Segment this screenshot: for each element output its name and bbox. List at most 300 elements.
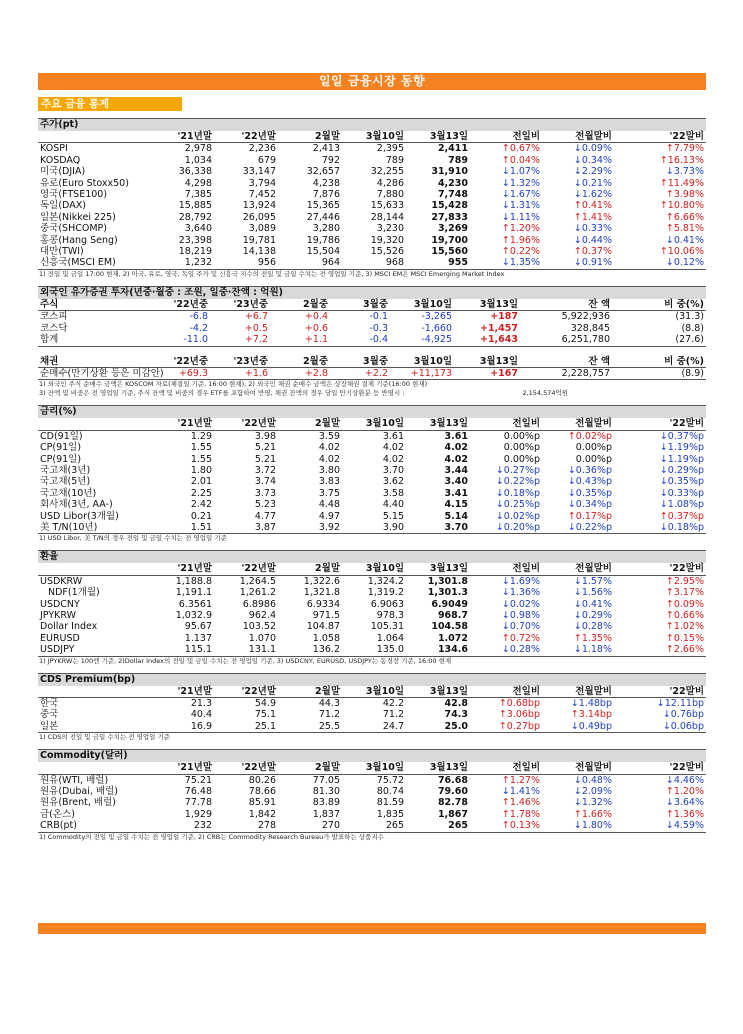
change-cell: ↓0.35%p (567, 487, 612, 499)
column-header: 비 중(%) (612, 299, 706, 311)
change-cell: ↓3.73% (665, 166, 704, 178)
value-cell: 19,781 (242, 234, 276, 246)
value-cell: 4,230 (437, 177, 468, 189)
column-header: 전월말비 (542, 418, 614, 430)
value-cell: 265 (406, 820, 470, 832)
value-cell: 7,876 (312, 189, 340, 201)
value-cell: +6.7 (244, 311, 268, 323)
table-row (38, 610, 706, 621)
row-label: CP(91일) (40, 442, 82, 454)
row-label: 유로(Euro Stoxx50) (40, 177, 129, 189)
value-cell: 5,922,936 (561, 311, 610, 323)
column-header: 2월중 (270, 356, 330, 368)
value-cell: 7,452 (248, 189, 276, 201)
value-cell: 19,320 (370, 234, 404, 246)
header-row (38, 762, 706, 774)
value-cell: 1.070 (248, 632, 276, 644)
value-cell: +11,173 (390, 367, 454, 379)
row-label: 원유(Brent, 배럴) (40, 797, 116, 809)
value-cell: 15,633 (370, 200, 404, 212)
value-cell: 1,261.2 (239, 587, 276, 599)
row-label: 일본 (38, 721, 150, 733)
value-cell: 4.97 (318, 510, 340, 522)
value-cell: (8.8) (681, 322, 704, 334)
column-header: 3월10일 (390, 356, 454, 368)
change-cell: ↓0.48% (573, 774, 612, 786)
value-cell: 134.6 (406, 644, 470, 656)
value-cell: 25.1 (214, 721, 278, 733)
column-header: 전일비 (470, 762, 542, 774)
value-cell: 32,255 (370, 166, 404, 178)
row-label: 회사채(3년, AA-) (40, 499, 113, 511)
value-cell: 232 (150, 820, 214, 832)
value-cell: 16.9 (150, 721, 214, 733)
value-cell: 956 (214, 257, 278, 269)
column-header: 3월13일 (406, 762, 470, 774)
change-cell: ↓0.21% (573, 177, 612, 189)
value-cell: 42.8 (444, 698, 468, 710)
value-cell: 15,365 (306, 200, 340, 212)
value-cell: 3.44 (444, 464, 468, 476)
value-cell: 4.48 (318, 499, 340, 511)
value-cell: 1.55 (190, 442, 212, 454)
cds-section (38, 673, 706, 743)
value-cell: +167 (454, 367, 520, 379)
change-cell: ↓2.09% (573, 786, 612, 798)
change-cell: ↓1.07% (501, 166, 540, 178)
column-header: 2월말 (278, 563, 342, 575)
column-header: 주식 (38, 299, 150, 311)
foreign-note-2 (38, 389, 706, 398)
change-cell: ↓0.29% (573, 610, 612, 621)
value-cell: 76.48 (184, 786, 212, 798)
value-cell: 4,286 (376, 177, 404, 189)
value-cell: 4.02 (382, 442, 404, 454)
value-cell: 131.1 (214, 644, 278, 656)
value-cell: 1,322.6 (303, 575, 340, 587)
change-cell: ↓0.09% (573, 143, 612, 155)
column-header: 3월중 (330, 299, 390, 311)
table-row (38, 189, 706, 200)
value-cell: 3.92 (278, 522, 342, 534)
value-cell: 95.67 (184, 621, 212, 633)
table-row (38, 644, 706, 656)
row-label: 신흥국(MSCI EM) (38, 257, 150, 269)
change-cell: ↓0.36%p (567, 464, 612, 476)
row-label: KOSDAQ (40, 154, 81, 166)
row-label: USDJPY (38, 644, 150, 656)
row-label: KOSPI (40, 143, 68, 155)
value-cell: 4.02 (444, 442, 468, 454)
table-row (38, 454, 706, 465)
change-cell: ↑0.37% (573, 246, 612, 258)
value-cell: 25.5 (278, 721, 342, 733)
change-cell: ↓0.33%p (659, 487, 704, 499)
change-cell: 0.00%p (503, 430, 540, 442)
value-cell: 19,786 (306, 234, 340, 246)
change-cell: ↓0.18%p (495, 487, 540, 499)
change-cell: ↓1.36% (501, 587, 540, 599)
value-cell: -6.8 (189, 311, 208, 323)
value-cell: 3.59 (318, 430, 340, 442)
stocks-section (38, 118, 706, 279)
change-cell: ↓1.41% (501, 786, 540, 798)
value-cell: 6,251,780 (520, 334, 612, 346)
change-cell: ↑11.49% (659, 177, 704, 189)
value-cell: 1,319.2 (367, 587, 404, 599)
value-cell: 54.9 (254, 698, 276, 710)
value-cell: 1.51 (150, 522, 214, 534)
table-row (38, 797, 706, 808)
column-header: '22말비 (614, 418, 706, 430)
change-cell: ↓0.02% (501, 598, 540, 610)
value-cell: 1.55 (190, 453, 212, 465)
change-cell: ↓0.28% (470, 644, 542, 656)
change-cell: ↑3.06bp (498, 709, 540, 721)
column-header (38, 686, 150, 698)
value-cell: +2.2 (330, 367, 390, 379)
value-cell: 5.14 (444, 510, 468, 522)
table-row (38, 257, 706, 269)
column-header: 2월말 (278, 762, 342, 774)
value-cell: +0.4 (304, 311, 328, 323)
value-cell: 2.25 (190, 487, 212, 499)
column-header: '22년말 (214, 131, 278, 143)
change-cell: ↑3.17% (665, 587, 704, 599)
change-cell: ↑3.98% (665, 189, 704, 201)
change-cell: ↓0.91% (542, 257, 614, 269)
value-cell: 679 (257, 154, 276, 166)
bottom-bar (38, 923, 706, 934)
value-cell: 978.3 (376, 610, 404, 621)
table-row (38, 223, 706, 234)
value-cell: 955 (406, 257, 470, 269)
header-row (38, 299, 706, 311)
foreign-note-2-text: 3) 잔액 및 비중은 전 영업일 기준, 주식 잔액 및 비중의 경우 ETF를 포함하여 반영, 채권 잔액의 경우 당일 만기상환분 등 반영시 : (39, 389, 405, 398)
change-cell: ↓3.64% (665, 797, 704, 809)
table-row (38, 621, 706, 632)
change-cell: ↓0.28% (573, 621, 612, 633)
value-cell: 1,034 (184, 154, 212, 166)
value-cell: +7.2 (210, 334, 270, 346)
value-cell: -0.4 (330, 334, 390, 346)
table-row (38, 212, 706, 223)
table-row (38, 246, 706, 257)
value-cell: 1.137 (184, 632, 212, 644)
value-cell: 15,428 (431, 200, 468, 212)
column-header: '22년말 (214, 418, 278, 430)
value-cell: 3.90 (342, 522, 406, 534)
value-cell: 2,411 (437, 143, 468, 155)
value-cell: 3.74 (254, 476, 276, 488)
value-cell: 6.9334 (306, 598, 340, 610)
value-cell: 82.78 (437, 797, 468, 809)
value-cell: 2.42 (190, 499, 212, 511)
value-cell: 3.98 (254, 430, 276, 442)
table-row (38, 820, 706, 832)
table-row (38, 575, 706, 587)
row-label: 원유(Dubai, 배럴) (40, 786, 118, 798)
value-cell: 5.21 (254, 453, 276, 465)
change-cell: ↓0.34%p (567, 499, 612, 511)
value-cell: 2,413 (312, 143, 340, 155)
column-header: 2월말 (278, 131, 342, 143)
value-cell: 6.9063 (370, 598, 404, 610)
change-cell: 0.00%p (503, 453, 540, 465)
change-cell: ↓0.70% (501, 621, 540, 633)
value-cell: 42.2 (382, 698, 404, 710)
value-cell: 6.9049 (431, 598, 468, 610)
column-header: 3월13일 (406, 563, 470, 575)
change-cell: ↓0.29%p (659, 464, 704, 476)
value-cell: 135.0 (342, 644, 406, 656)
value-cell: 83.89 (312, 797, 340, 809)
change-cell: ↓0.43%p (567, 476, 612, 488)
value-cell: 3.70 (406, 522, 470, 534)
column-header: 3월13일 (454, 356, 520, 368)
change-cell: ↓0.98% (501, 610, 540, 621)
row-label: 미국(DJIA) (40, 166, 86, 178)
foreign-note-2-value: 2,154,574억원 (522, 389, 569, 398)
change-cell: ↓1.19%p (659, 453, 704, 465)
value-cell: 40.4 (190, 709, 212, 721)
row-label: 합계 (38, 334, 150, 346)
column-header (38, 418, 150, 430)
change-cell: ↑2.66% (614, 644, 706, 656)
commodity-note: 1) Commodity의 전일 및 금일 수치는 전 영업일 기준, 2) CRB는 Commodity Research Bureau가 발표하는 상품지수 (39, 832, 384, 841)
foreign-section-title: 외국인 유가증권 투자(년중·월중 : 조원, 일중·잔액 : 억원) (38, 286, 706, 299)
value-cell: 1,867 (437, 808, 468, 820)
value-cell: -4,925 (390, 334, 454, 346)
change-cell: ↑1.36% (665, 808, 704, 820)
change-cell: ↑1.02% (665, 621, 704, 633)
value-cell: 964 (278, 257, 342, 269)
value-cell: 104.87 (306, 621, 340, 633)
change-cell: ↑0.41% (573, 200, 612, 212)
rates-note: 1) USD Libor, 美 T/N의 경우 전일 및 금일 수치는 전 영업일 기준 (39, 534, 227, 543)
change-cell: ↓1.62% (573, 189, 612, 201)
header-row (38, 563, 706, 575)
column-header: '21년말 (150, 418, 214, 430)
value-cell: 971.5 (312, 610, 340, 621)
value-cell: 2,978 (184, 143, 212, 155)
change-cell: ↑1.35% (573, 632, 612, 644)
value-cell: 4,238 (312, 177, 340, 189)
change-cell: ↑1.20% (665, 786, 704, 798)
value-cell: 15,504 (306, 246, 340, 258)
value-cell: 4.02 (318, 453, 340, 465)
value-cell: 1,264.5 (239, 575, 276, 587)
change-cell: 0.00%p (575, 442, 612, 454)
value-cell: 75.1 (254, 709, 276, 721)
value-cell: 14,138 (242, 246, 276, 258)
change-cell: ↓0.22%p (495, 476, 540, 488)
value-cell: 1,837 (312, 808, 340, 820)
report-page (38, 73, 706, 842)
change-cell: ↓0.76bp (662, 709, 704, 721)
change-cell: 0.00%p (575, 453, 612, 465)
value-cell: 104.58 (431, 621, 468, 633)
column-header: 잔 액 (520, 299, 612, 311)
value-cell: 3,269 (437, 223, 468, 235)
change-cell: ↓0.06bp (614, 721, 706, 733)
change-cell: ↑7.79% (665, 143, 704, 155)
row-label: USD Libor(3개월) (40, 510, 119, 522)
table-row (38, 774, 706, 786)
value-cell: 1,835 (376, 808, 404, 820)
value-cell: 4,298 (184, 177, 212, 189)
value-cell: 79.60 (437, 786, 468, 798)
table-row (38, 522, 706, 534)
change-cell: ↓0.12% (614, 257, 706, 269)
value-cell: 76.68 (437, 774, 468, 786)
change-cell: ↑0.17%p (567, 510, 612, 522)
column-header: 전일비 (470, 563, 542, 575)
column-header: 3월13일 (406, 418, 470, 430)
row-label: CP(91일) (40, 453, 82, 465)
value-cell: 1.058 (312, 632, 340, 644)
change-cell: ↓0.35%p (659, 476, 704, 488)
value-cell: 27,833 (431, 211, 468, 223)
change-cell: ↓1.08%p (659, 499, 704, 511)
value-cell: 71.2 (318, 709, 340, 721)
value-cell: 136.2 (278, 644, 342, 656)
column-header: 전일비 (470, 418, 542, 430)
change-cell: ↑3.14bp (570, 709, 612, 721)
change-cell: ↓1.56% (573, 587, 612, 599)
change-cell: ↓1.32% (501, 177, 540, 189)
value-cell: 3,280 (312, 223, 340, 235)
table-row (38, 633, 706, 644)
change-cell: ↓1.80% (542, 820, 614, 832)
table-row (38, 488, 706, 499)
change-cell: ↑10.80% (659, 200, 704, 212)
value-cell: 115.1 (150, 644, 214, 656)
value-cell: 28,792 (178, 211, 212, 223)
value-cell: -0.3 (369, 322, 388, 334)
table-row (38, 709, 706, 720)
foreign-stock-table (38, 299, 706, 347)
value-cell: 1,324.2 (367, 575, 404, 587)
value-cell: -1,660 (421, 322, 452, 334)
value-cell: 25.0 (406, 721, 470, 733)
stocks-note: 1) 전일 및 금일 17:00 현재, 2) 미국, 유로, 영국, 독일 주가 및 신흥국 지수의 전일 및 금일 수치는 전 영업일 기준, 3) MSCI EM은 MSCI Emerging Market Index (39, 269, 505, 278)
column-header: '22말비 (614, 762, 706, 774)
value-cell: 3,794 (248, 177, 276, 189)
change-cell: ↓0.22%p (542, 522, 614, 534)
change-cell: ↓1.19%p (659, 442, 704, 454)
column-header: '21년말 (150, 131, 214, 143)
value-cell: +1.6 (210, 367, 270, 379)
change-cell: ↑0.02%p (567, 430, 612, 442)
value-cell: 27,446 (306, 211, 340, 223)
value-cell: 2,395 (376, 143, 404, 155)
change-cell: ↑0.37%p (659, 510, 704, 522)
value-cell: 5.21 (254, 442, 276, 454)
change-cell: ↑0.13% (470, 820, 542, 832)
value-cell: 962.4 (248, 610, 276, 621)
value-cell: 7,880 (376, 189, 404, 201)
change-cell: ↓0.34% (573, 154, 612, 166)
value-cell: 26,095 (242, 211, 276, 223)
header-row (38, 686, 706, 698)
change-cell: ↓0.25%p (495, 499, 540, 511)
table-row (38, 235, 706, 246)
column-header: '23년중 (210, 356, 270, 368)
row-label: 영국(FTSE100) (40, 189, 108, 201)
change-cell: ↑2.95% (665, 575, 704, 587)
value-cell: 792 (321, 154, 340, 166)
row-label: CRB(pt) (38, 820, 150, 832)
column-header: '22말비 (614, 686, 706, 698)
table-row (38, 809, 706, 820)
value-cell: 4.02 (382, 453, 404, 465)
column-header: 2월중 (270, 299, 330, 311)
value-cell: +1,457 (479, 322, 518, 334)
value-cell: 2,236 (248, 143, 276, 155)
value-cell: +69.3 (150, 367, 210, 379)
column-header: 3월13일 (406, 131, 470, 143)
change-cell: 0.00%p (503, 442, 540, 454)
value-cell: 36,338 (178, 166, 212, 178)
fx-section (38, 550, 706, 665)
column-header: 3월중 (330, 356, 390, 368)
value-cell: 1,301.8 (427, 575, 468, 587)
row-label: Dollar Index (40, 621, 98, 633)
table-row (38, 200, 706, 211)
value-cell: 1.29 (190, 430, 212, 442)
row-label: USDKRW (40, 575, 83, 587)
column-header: '21년말 (150, 686, 214, 698)
change-cell: ↓1.35% (470, 257, 542, 269)
value-cell: 3.61 (382, 430, 404, 442)
value-cell: 80.26 (248, 774, 276, 786)
commodity-table (38, 762, 706, 832)
table-row (38, 698, 706, 710)
value-cell: 6.8986 (242, 598, 276, 610)
row-label: 원유(WTI, 배럴) (40, 774, 109, 786)
change-cell: ↑0.68bp (498, 698, 540, 710)
column-header: 3월10일 (342, 686, 406, 698)
change-cell: ↓0.27%p (495, 464, 540, 476)
change-cell: ↑1.41% (573, 211, 612, 223)
change-cell: ↓1.32% (573, 797, 612, 809)
column-header: 채권 (38, 356, 150, 368)
value-cell: +2.8 (270, 367, 330, 379)
page-title: 일일 금융시장 동향 (38, 73, 706, 90)
value-cell: 3.73 (254, 487, 276, 499)
value-cell: 31,910 (431, 166, 468, 178)
value-cell: 3.70 (382, 464, 404, 476)
table-row (38, 430, 706, 442)
column-header: 3월13일 (406, 686, 470, 698)
value-cell: (27.6) (612, 334, 706, 346)
fx-table (38, 563, 706, 656)
value-cell: 4.15 (444, 499, 468, 511)
value-cell: 789 (385, 154, 404, 166)
value-cell: +1,643 (454, 334, 520, 346)
change-cell: ↓0.20%p (470, 522, 542, 534)
value-cell: 7,385 (184, 189, 212, 201)
value-cell: 1.064 (376, 632, 404, 644)
change-cell: ↑1.20% (501, 223, 540, 235)
change-cell: ↓0.18%p (614, 522, 706, 534)
table-row (38, 721, 706, 733)
change-cell: ↓0.44% (573, 234, 612, 246)
table-row (38, 499, 706, 510)
value-cell: 4.40 (382, 499, 404, 511)
value-cell: 265 (342, 820, 406, 832)
